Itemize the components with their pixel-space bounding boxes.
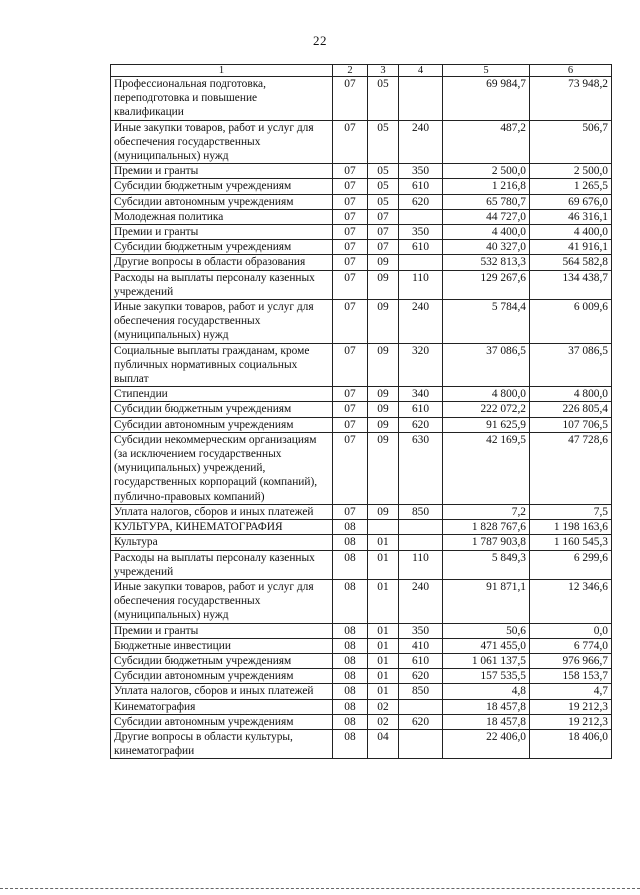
cell-section-code: 07 [333,240,368,255]
cell-expense-name: Бюджетные инвестиции [111,638,333,653]
cell-section-code: 08 [333,729,368,758]
cell-expense-type-code: 620 [399,669,443,684]
table-row [111,77,612,121]
cell-amount-col5: 157 535,5 [443,669,530,684]
cell-expense-type-code: 610 [399,240,443,255]
cell-amount-col6: 6 299,6 [530,550,612,579]
cell-subsection-code: 09 [368,255,399,270]
cell-amount-col6: 37 086,5 [530,343,612,387]
cell-section-code: 07 [333,300,368,344]
cell-section-code: 07 [333,387,368,402]
cell-amount-col5: 91 625,9 [443,417,530,432]
cell-expense-name: Другие вопросы в области образования [111,255,333,270]
cell-section-code: 08 [333,520,368,535]
cell-amount-col6: 69 676,0 [530,194,612,209]
table-row [111,579,612,623]
table-row [111,402,612,417]
cell-expense-name: Субсидии автономным учреждениям [111,669,333,684]
cell-expense-name: Субсидии бюджетным учреждениям [111,179,333,194]
cell-subsection-code: 09 [368,432,399,504]
cell-expense-name: Культура [111,535,333,550]
table-row [111,120,612,164]
cell-subsection-code: 09 [368,270,399,299]
table-row [111,387,612,402]
page-number: 22 [313,33,327,48]
cell-expense-name: Субсидии некоммерческим организациям (за исключением государственных (муниципальных) учреждений, государственных корпораций (компаний), публично-правовых компаний) [111,432,333,504]
cell-section-code: 08 [333,653,368,668]
cell-amount-col6: 4 400,0 [530,225,612,240]
cell-amount-col5: 44 727,0 [443,209,530,224]
cell-amount-col5: 222 072,2 [443,402,530,417]
cell-expense-name: Субсидии автономным учреждениям [111,194,333,209]
header-col-1: 1 [111,65,333,77]
cell-amount-col6: 12 346,6 [530,579,612,623]
cell-amount-col5: 1 216,8 [443,179,530,194]
cell-subsection-code [368,520,399,535]
cell-section-code: 07 [333,343,368,387]
cell-expense-type-code [399,520,443,535]
table-row [111,729,612,758]
cell-subsection-code: 01 [368,684,399,699]
table-row [111,225,612,240]
cell-section-code: 07 [333,77,368,121]
cell-section-code: 08 [333,684,368,699]
table-row [111,623,612,638]
cell-amount-col5: 4 400,0 [443,225,530,240]
table-row [111,343,612,387]
table-row [111,684,612,699]
cell-expense-name: Стипендии [111,387,333,402]
table-row [111,432,612,504]
cell-expense-name: Иные закупки товаров, работ и услуг для обеспечения государственных (муниципальных) нужд [111,300,333,344]
cell-subsection-code: 05 [368,164,399,179]
cell-amount-col6: 47 728,6 [530,432,612,504]
cell-amount-col5: 471 455,0 [443,638,530,653]
cell-amount-col5: 1 061 137,5 [443,653,530,668]
cell-section-code: 08 [333,550,368,579]
cell-expense-name: Субсидии автономным учреждениям [111,417,333,432]
cell-section-code: 07 [333,432,368,504]
cell-section-code: 07 [333,504,368,519]
cell-expense-type-code: 620 [399,714,443,729]
page-bottom-rule [0,888,640,889]
cell-expense-type-code: 610 [399,402,443,417]
cell-expense-type-code: 850 [399,504,443,519]
cell-expense-type-code: 240 [399,300,443,344]
cell-amount-col6: 134 438,7 [530,270,612,299]
cell-amount-col5: 37 086,5 [443,343,530,387]
cell-section-code: 07 [333,255,368,270]
cell-expense-type-code [399,255,443,270]
cell-expense-name: Субсидии бюджетным учреждениям [111,653,333,668]
cell-expense-type-code: 350 [399,164,443,179]
cell-expense-name: Субсидии бюджетным учреждениям [111,402,333,417]
cell-section-code: 07 [333,209,368,224]
cell-expense-name: КУЛЬТУРА, КИНЕМАТОГРАФИЯ [111,520,333,535]
table-row [111,638,612,653]
cell-expense-type-code: 610 [399,653,443,668]
table-row [111,179,612,194]
table-row [111,164,612,179]
cell-section-code: 07 [333,179,368,194]
table-body [111,77,612,759]
cell-section-code: 07 [333,270,368,299]
table-row [111,270,612,299]
cell-section-code: 08 [333,669,368,684]
cell-expense-type-code [399,535,443,550]
cell-subsection-code: 01 [368,669,399,684]
cell-section-code: 08 [333,623,368,638]
cell-section-code: 07 [333,120,368,164]
cell-subsection-code: 04 [368,729,399,758]
cell-section-code: 07 [333,402,368,417]
cell-amount-col5: 487,2 [443,120,530,164]
cell-expense-type-code [399,729,443,758]
cell-expense-type-code: 620 [399,194,443,209]
cell-subsection-code: 01 [368,638,399,653]
cell-expense-type-code: 240 [399,120,443,164]
header-col-4: 4 [399,65,443,77]
cell-subsection-code: 09 [368,300,399,344]
cell-expense-type-code [399,209,443,224]
cell-expense-name: Премии и гранты [111,623,333,638]
cell-section-code: 08 [333,699,368,714]
cell-expense-type-code: 350 [399,225,443,240]
cell-section-code: 07 [333,164,368,179]
cell-expense-name: Иные закупки товаров, работ и услуг для обеспечения государственных (муниципальных) нужд [111,120,333,164]
cell-expense-type-code: 610 [399,179,443,194]
header-col-6: 6 [530,65,612,77]
cell-subsection-code: 02 [368,714,399,729]
cell-amount-col6: 7,5 [530,504,612,519]
cell-subsection-code: 01 [368,653,399,668]
cell-amount-col5: 4,8 [443,684,530,699]
cell-amount-col6: 41 916,1 [530,240,612,255]
cell-amount-col5: 1 787 903,8 [443,535,530,550]
cell-subsection-code: 09 [368,343,399,387]
cell-amount-col6: 0,0 [530,623,612,638]
cell-subsection-code: 05 [368,194,399,209]
table-row [111,699,612,714]
cell-expense-type-code [399,77,443,121]
cell-amount-col6: 18 406,0 [530,729,612,758]
cell-expense-name: Субсидии бюджетным учреждениям [111,240,333,255]
cell-expense-name: Расходы на выплаты персоналу казенных учреждений [111,270,333,299]
cell-subsection-code: 07 [368,209,399,224]
cell-amount-col5: 91 871,1 [443,579,530,623]
cell-expense-name: Уплата налогов, сборов и иных платежей [111,504,333,519]
cell-expense-name: Другие вопросы в области культуры, кинематографии [111,729,333,758]
cell-amount-col5: 18 457,8 [443,699,530,714]
cell-expense-name: Кинематография [111,699,333,714]
cell-expense-name: Социальные выплаты гражданам, кроме публичных нормативных социальных выплат [111,343,333,387]
table-row [111,209,612,224]
cell-amount-col6: 107 706,5 [530,417,612,432]
cell-expense-name: Субсидии автономным учреждениям [111,714,333,729]
cell-section-code: 08 [333,714,368,729]
header-col-3: 3 [368,65,399,77]
cell-expense-type-code: 350 [399,623,443,638]
cell-subsection-code: 01 [368,550,399,579]
cell-subsection-code: 01 [368,535,399,550]
cell-section-code: 08 [333,535,368,550]
cell-subsection-code: 02 [368,699,399,714]
table-header-row [111,65,612,77]
cell-amount-col6: 4 800,0 [530,387,612,402]
cell-section-code: 08 [333,638,368,653]
cell-amount-col6: 4,7 [530,684,612,699]
cell-amount-col5: 42 169,5 [443,432,530,504]
cell-amount-col5: 4 800,0 [443,387,530,402]
cell-expense-name: Молодежная политика [111,209,333,224]
cell-amount-col6: 1 198 163,6 [530,520,612,535]
cell-expense-type-code: 110 [399,270,443,299]
cell-subsection-code: 09 [368,387,399,402]
cell-amount-col5: 5 784,4 [443,300,530,344]
cell-expense-type-code: 850 [399,684,443,699]
cell-amount-col5: 40 327,0 [443,240,530,255]
table-row [111,194,612,209]
cell-amount-col6: 1 265,5 [530,179,612,194]
cell-amount-col6: 73 948,2 [530,77,612,121]
table-row [111,535,612,550]
cell-expense-type-code: 620 [399,417,443,432]
table-row [111,504,612,519]
cell-amount-col5: 65 780,7 [443,194,530,209]
cell-amount-col6: 506,7 [530,120,612,164]
cell-amount-col5: 22 406,0 [443,729,530,758]
cell-section-code: 07 [333,225,368,240]
cell-amount-col5: 18 457,8 [443,714,530,729]
cell-subsection-code: 05 [368,120,399,164]
cell-expense-name: Расходы на выплаты персоналу казенных учреждений [111,550,333,579]
budget-table [110,64,612,759]
cell-subsection-code: 05 [368,179,399,194]
table-row [111,653,612,668]
header-col-2: 2 [333,65,368,77]
table-row [111,550,612,579]
cell-subsection-code: 01 [368,579,399,623]
table-row [111,520,612,535]
cell-expense-name: Уплата налогов, сборов и иных платежей [111,684,333,699]
cell-amount-col5: 532 813,3 [443,255,530,270]
cell-expense-type-code [399,699,443,714]
cell-amount-col6: 46 316,1 [530,209,612,224]
cell-expense-type-code: 340 [399,387,443,402]
header-col-5: 5 [443,65,530,77]
cell-section-code: 07 [333,417,368,432]
cell-subsection-code: 07 [368,240,399,255]
cell-amount-col6: 226 805,4 [530,402,612,417]
cell-amount-col6: 19 212,3 [530,699,612,714]
cell-amount-col5: 50,6 [443,623,530,638]
table-row [111,714,612,729]
cell-amount-col5: 2 500,0 [443,164,530,179]
cell-subsection-code: 07 [368,225,399,240]
cell-amount-col6: 976 966,7 [530,653,612,668]
cell-expense-type-code: 110 [399,550,443,579]
table-row [111,417,612,432]
cell-expense-type-code: 320 [399,343,443,387]
cell-amount-col5: 69 984,7 [443,77,530,121]
cell-amount-col6: 158 153,7 [530,669,612,684]
cell-subsection-code: 09 [368,417,399,432]
cell-amount-col5: 5 849,3 [443,550,530,579]
cell-expense-name: Премии и гранты [111,225,333,240]
cell-subsection-code: 09 [368,504,399,519]
cell-section-code: 07 [333,194,368,209]
cell-amount-col6: 2 500,0 [530,164,612,179]
table-row [111,669,612,684]
cell-amount-col6: 6 774,0 [530,638,612,653]
cell-expense-type-code: 410 [399,638,443,653]
cell-amount-col5: 129 267,6 [443,270,530,299]
cell-expense-type-code: 630 [399,432,443,504]
cell-amount-col6: 6 009,6 [530,300,612,344]
table-row [111,240,612,255]
cell-section-code: 08 [333,579,368,623]
cell-amount-col6: 1 160 545,3 [530,535,612,550]
cell-amount-col5: 7,2 [443,504,530,519]
cell-amount-col6: 564 582,8 [530,255,612,270]
cell-amount-col5: 1 828 767,6 [443,520,530,535]
cell-expense-name: Премии и гранты [111,164,333,179]
cell-expense-type-code: 240 [399,579,443,623]
cell-subsection-code: 05 [368,77,399,121]
cell-expense-name: Иные закупки товаров, работ и услуг для обеспечения государственных (муниципальных) нужд [111,579,333,623]
table-row [111,255,612,270]
table-row [111,300,612,344]
cell-expense-name: Профессиональная подготовка, переподготовка и повышение квалификации [111,77,333,121]
cell-amount-col6: 19 212,3 [530,714,612,729]
cell-subsection-code: 09 [368,402,399,417]
cell-subsection-code: 01 [368,623,399,638]
